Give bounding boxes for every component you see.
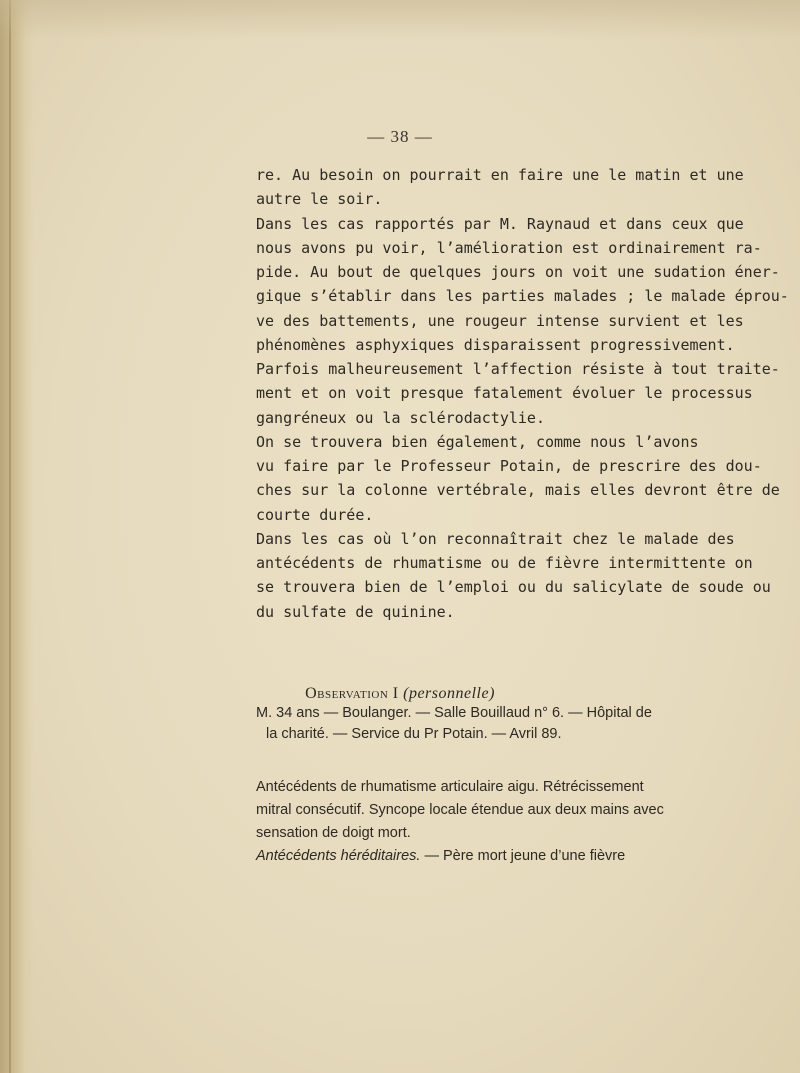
antecedents-line: mitral consécutif. Syncope locale étendue aux deux mains avec: [256, 802, 664, 818]
main-paragraphs: [256, 163, 789, 624]
text-line: pide. Au bout de quelques jours on voit une sudation éner-: [256, 263, 780, 281]
text-line: antécédents de rhumatisme ou de fièvre intermittente on: [256, 554, 753, 572]
text-line: gangréneux ou la sclérodactylie.: [256, 408, 545, 427]
text-line: Dans les cas rapportés par M. Raynaud et dans ceux que: [256, 214, 744, 233]
observation-header-line: la charité. — Service du Pr Potain. — Avril 89.: [266, 726, 562, 742]
antecedents-line: Antécédents de rhumatisme articulaire aigu. Rétrécissement: [256, 779, 644, 795]
text-line: On se trouvera bien également, comme nous l’avons: [256, 432, 699, 451]
text-line: ches sur la colonne vertébrale, mais elles devront être de: [256, 481, 780, 500]
text-line: ment et on voit presque fatalement évoluer le processus: [256, 384, 753, 403]
hereditary-label: Antécédents héréditaires.: [256, 848, 421, 864]
text-line: ve des battements, une rougeur intense survient et les: [256, 311, 744, 330]
text-line: autre le soir.: [256, 190, 383, 209]
observation-title: [0, 685, 800, 703]
text-line: phénomènes asphyxiques disparaissent progressivement.: [256, 335, 735, 354]
text-line: courte durée.: [256, 505, 374, 524]
text-line: vu faire par le Professeur Potain, de prescrire des dou-: [256, 457, 762, 475]
spine-edge: [9, 0, 11, 1073]
observation-header-line: M. 34 ans — Boulanger. — Salle Bouillaud n° 6. — Hôpital de: [256, 705, 652, 721]
antecedents-line: sensation de doigt mort.: [256, 825, 411, 841]
text-line: Dans les cas où l’on reconnaîtrait chez le malade des: [256, 529, 735, 548]
top-edge-shadow: [0, 0, 800, 40]
hereditary-text: — Père mort jeune d’une fièvre: [420, 848, 626, 864]
observation-title-italic: (personnelle): [403, 685, 495, 702]
page-number: — 38 —: [367, 127, 433, 146]
text-line: se trouvera bien de l’emploi ou du salicylate de soude ou: [256, 578, 771, 597]
observation-header: [256, 703, 682, 745]
book-spine-shadow: [0, 0, 34, 1073]
hereditary-line: [256, 845, 682, 868]
observation-antecedents: [256, 776, 682, 868]
text-line: nous avons pu voir, l’amélioration est ordinairement ra-: [256, 238, 762, 257]
text-line: du sulfate de quinine.: [256, 602, 455, 621]
text-line: Parfois malheureusement l’affection résiste à tout traite-: [256, 360, 780, 378]
text-line: re. Au besoin on pourrait en faire une le matin et une: [256, 166, 744, 184]
observation-title-caps: Observation I: [305, 685, 399, 702]
text-line: gique s’établir dans les parties malades ; le malade éprou-: [256, 287, 789, 306]
